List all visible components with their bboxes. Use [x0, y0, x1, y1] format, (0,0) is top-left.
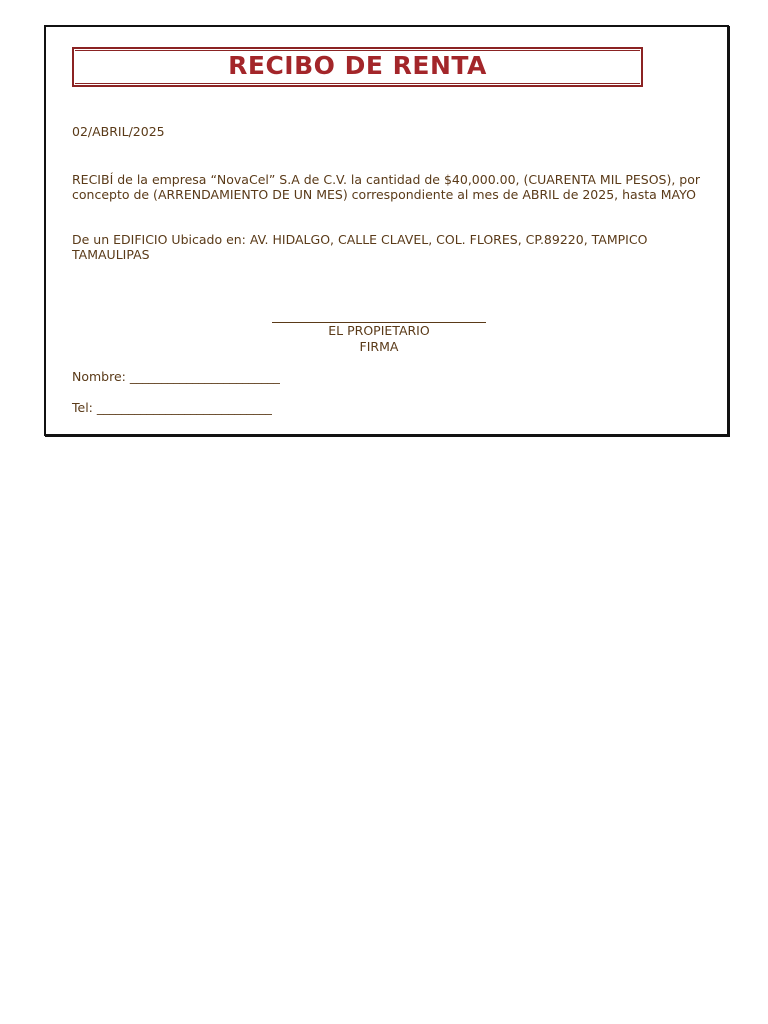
signature-role: EL PROPIETARIO: [328, 323, 430, 338]
signature-label: FIRMA: [359, 339, 399, 354]
receipt-title: RECIBO DE RENTA: [228, 51, 487, 80]
phone-field: Tel: ____________________________: [72, 400, 272, 415]
title-frame: [72, 47, 643, 87]
location-paragraph: De un EDIFICIO Ubicado en: AV. HIDALGO, CALLE CLAVEL, COL. FLORES, CP.89220, TAMPICO TAMAULIPAS: [72, 232, 648, 262]
receipt-date: 02/ABRIL/2025: [72, 124, 165, 139]
name-field: Nombre: ________________________: [72, 369, 280, 384]
payment-paragraph: RECIBÍ de la empresa “NovaCel” S.A de C.V. la cantidad de $40,000.00, (CUARENTA MIL PESOS), por concepto de (ARRENDAMIENTO DE UN MES) correspondiente al mes de ABRIL de 2025, hasta MAYO: [72, 172, 701, 202]
rent-receipt: [44, 25, 729, 436]
